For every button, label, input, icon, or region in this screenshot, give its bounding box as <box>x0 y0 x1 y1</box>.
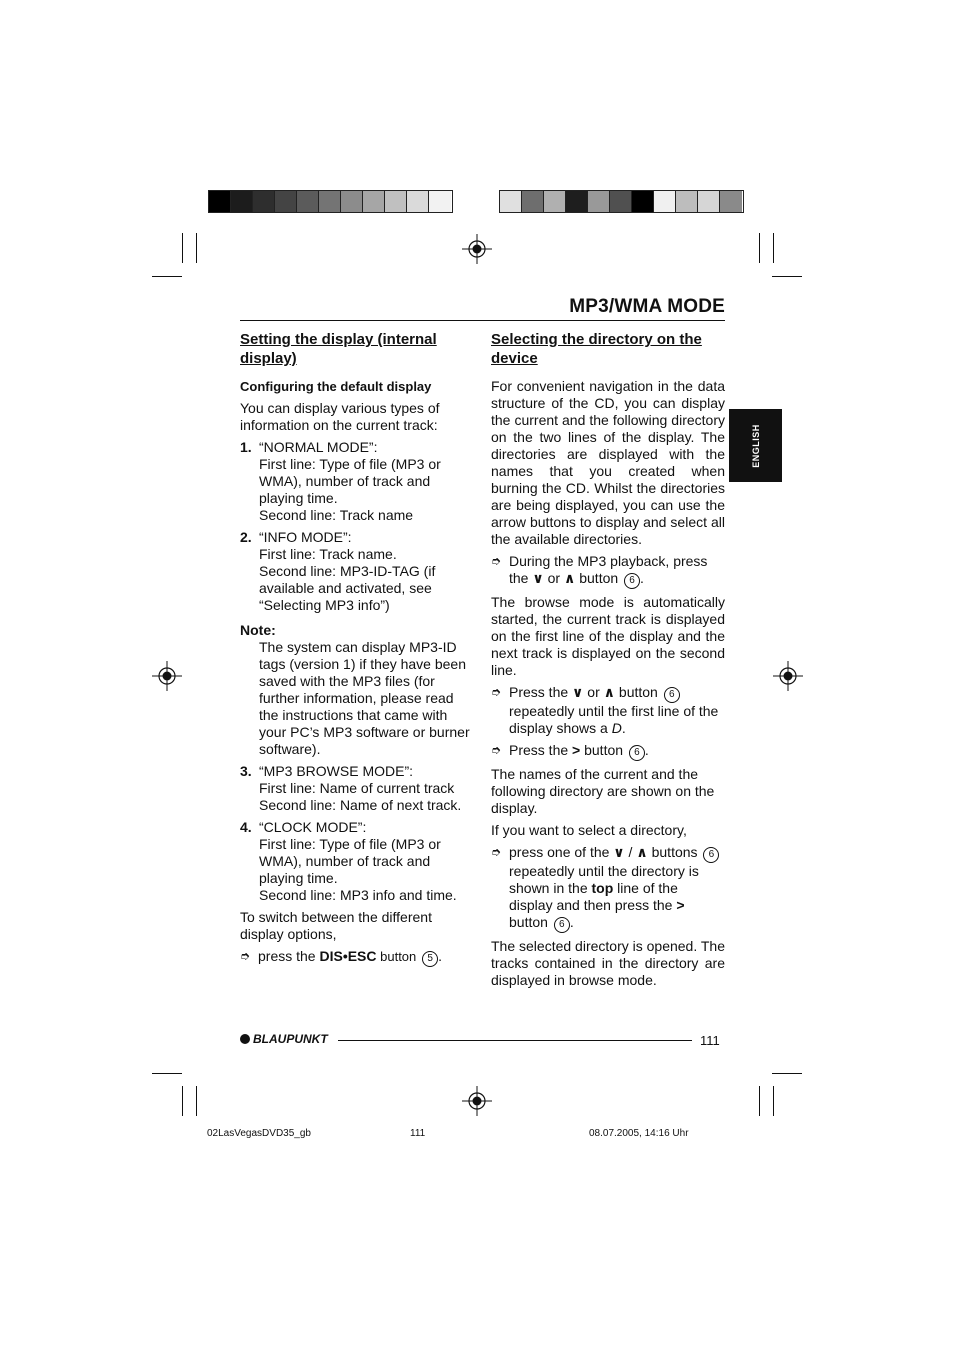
note-label: Note: <box>240 622 276 638</box>
crop-mark <box>182 1086 183 1116</box>
button-number-badge: 6 <box>629 745 645 761</box>
brand-logo: BLAUPUNKT <box>240 1032 328 1046</box>
calibration-swatch <box>341 191 363 212</box>
calibration-swatch <box>588 191 610 212</box>
page-title: MP3/WMA MODE <box>569 296 725 317</box>
language-tab <box>729 409 782 482</box>
switch-paragraph: To switch between the different display options, <box>240 909 432 942</box>
registration-mark-icon <box>462 1086 492 1116</box>
up-arrow-icon: ∧ <box>603 684 616 700</box>
header-divider <box>240 320 725 321</box>
calibration-swatch <box>698 191 720 212</box>
color-calibration-strip-right <box>499 190 744 213</box>
subheading: Configuring the default display <box>240 379 432 394</box>
crop-mark <box>759 233 760 263</box>
button-number-badge: 6 <box>554 917 570 933</box>
instruction-step: ➮ Press the ∨ or ∧ button 6 repeatedly until the first line of the display shows a D. <box>491 684 719 736</box>
footer-divider <box>338 1040 692 1041</box>
arrow-right-icon: ➮ <box>491 743 502 757</box>
registration-mark-icon <box>462 234 492 264</box>
button-number-badge: 6 <box>664 687 680 703</box>
up-arrow-icon: ∧ <box>563 570 576 586</box>
crop-mark <box>152 1073 182 1074</box>
list-item: 2. “INFO MODE”: First line: Track name. Second line: MP3-ID-TAG (if available and activated, see “Selecting MP3 info”) <box>240 529 436 613</box>
crop-mark <box>152 276 182 277</box>
calibration-swatch <box>363 191 385 212</box>
calibration-swatch <box>429 191 451 212</box>
calibration-swatch <box>720 191 742 212</box>
crop-mark <box>182 233 183 263</box>
right-arrow-icon: > <box>572 742 581 758</box>
crop-mark <box>196 1086 197 1116</box>
calibration-swatch <box>654 191 676 212</box>
calibration-swatch <box>407 191 429 212</box>
crop-mark <box>772 1073 802 1074</box>
section-heading: Selecting the directory on the device <box>491 331 702 367</box>
crop-mark <box>772 276 802 277</box>
intro-paragraph: You can display various types of information on the current track: <box>240 400 440 433</box>
instruction-step: ➮ During the MP3 playback, press the ∨ or ∧ button 6 . <box>491 553 725 589</box>
calibration-swatch <box>566 191 588 212</box>
arrow-right-icon: ➮ <box>240 949 251 963</box>
down-arrow-icon: ∨ <box>613 844 625 860</box>
button-number-badge: 5 <box>422 951 438 967</box>
section-heading: Setting the display (internal display) <box>240 331 437 367</box>
calibration-swatch <box>522 191 544 212</box>
logo-dot-icon <box>240 1034 250 1044</box>
calibration-swatch <box>632 191 654 212</box>
left-column <box>240 330 474 972</box>
color-calibration-strip-left <box>208 190 453 213</box>
right-arrow-icon: > <box>676 897 685 913</box>
down-arrow-icon: ∨ <box>532 570 544 586</box>
paragraph: The selected directory is opened. The tracks contained in the directory are displayed in browse mode. <box>491 938 725 988</box>
paragraph: The browse mode is automatically started, the current track is displayed on the first line of the display and the next track is displayed on the second line. <box>491 594 725 678</box>
paragraph: If you want to select a directory, <box>491 822 687 838</box>
calibration-swatch <box>676 191 698 212</box>
button-number-badge: 6 <box>624 573 640 589</box>
calibration-swatch <box>253 191 275 212</box>
page-number: 111 <box>700 1033 720 1048</box>
imprint-date: 08.07.2005, 14:16 Uhr <box>589 1128 689 1139</box>
calibration-swatch <box>544 191 566 212</box>
registration-mark-icon <box>773 661 803 691</box>
crop-mark <box>773 233 774 263</box>
calibration-swatch <box>610 191 632 212</box>
intro-paragraph: For convenient navigation in the data structure of the CD, you can display the current and the following directory on the two lines of the display. The directories are displayed with the names that you created when burning the CD. Whilst the directories are being displayed, you can use the arrow buttons to display and select all the available directories. <box>491 378 725 547</box>
up-arrow-icon: ∧ <box>636 844 648 860</box>
calibration-swatch <box>275 191 297 212</box>
arrow-right-icon: ➮ <box>491 554 502 568</box>
instruction-step: ➮ press one of the ∨ / ∧ buttons 6 repeatedly until the directory is shown in the top line of the display and then press the > button 6 . <box>491 844 725 933</box>
crop-mark <box>759 1086 760 1116</box>
list-item: 3. “MP3 BROWSE MODE”: First line: Name of current track Second line: Name of next track. <box>240 763 462 813</box>
instruction-step: ➮ Press the > button 6 . <box>491 742 725 761</box>
note-text: The system can display MP3-ID tags (version 1) if they have been saved with the MP3 files (for further information, please read the instructions that came with your PC’s MP3 software or burner software). <box>259 639 470 757</box>
right-column <box>491 330 725 994</box>
calibration-swatch <box>319 191 341 212</box>
calibration-swatch <box>500 191 522 212</box>
instruction-step: ➮ press the DIS•ESC button 5 . <box>240 948 474 967</box>
registration-mark-icon <box>152 661 182 691</box>
button-number-badge: 6 <box>703 847 719 863</box>
list-item: 4. “CLOCK MODE”: First line: Type of file (MP3 or WMA), number of track and playing time. Second line: MP3 info and time. <box>240 819 457 903</box>
imprint-file: 02LasVegasDVD35_gb <box>207 1128 311 1139</box>
imprint-page: 111 <box>410 1128 426 1139</box>
crop-mark <box>773 1086 774 1116</box>
calibration-swatch <box>209 191 231 212</box>
paragraph: The names of the current and the following directory are shown on the display. <box>491 766 715 816</box>
list-item: 1. “NORMAL MODE”: First line: Type of file (MP3 or WMA), number of track and playing time. Second line: Track name <box>240 439 441 523</box>
down-arrow-icon: ∨ <box>572 684 584 700</box>
calibration-swatch <box>231 191 253 212</box>
calibration-swatch <box>385 191 407 212</box>
arrow-right-icon: ➮ <box>491 845 502 859</box>
arrow-right-icon: ➮ <box>491 685 502 699</box>
language-tab-label: ENGLISH <box>750 423 761 468</box>
crop-mark <box>196 233 197 263</box>
calibration-swatch <box>297 191 319 212</box>
